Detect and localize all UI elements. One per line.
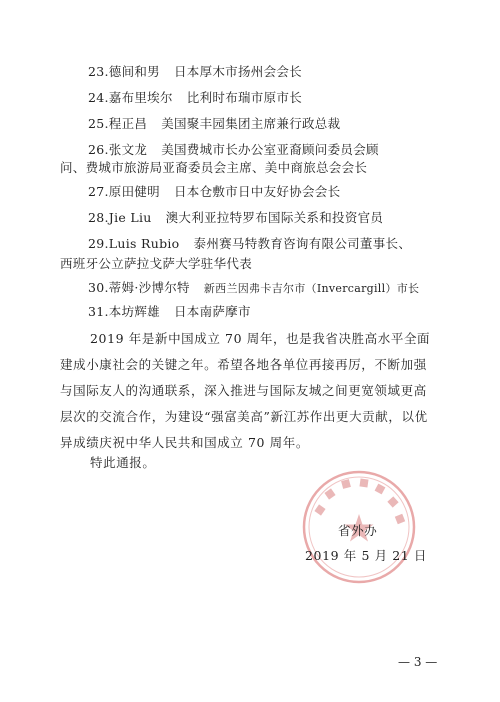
entry-title: 日本厚木市扬州会会长: [173, 64, 302, 79]
entry-number: 25.: [88, 116, 109, 131]
list-item: [88, 280, 433, 297]
entry-number: 23.: [88, 64, 109, 79]
entry-name: Luis Rubio: [108, 236, 180, 251]
list-item: [88, 64, 433, 80]
entry-title: 新西兰因弗卡吉尔市（Invercargill）市长: [203, 282, 420, 295]
list-item-continuation: [60, 256, 405, 272]
entry-title: 澳大利亚拉特罗布国际关系和投资官员: [165, 210, 384, 225]
entry-number: 29.: [88, 236, 109, 251]
entry-number: 28.: [88, 210, 109, 225]
list-item: [88, 116, 433, 132]
list-item: [88, 184, 433, 200]
entry-name: 原田健明: [108, 184, 160, 199]
entry-number: 24.: [88, 90, 109, 105]
entry-name: 程正昌: [108, 116, 148, 131]
entry-title: 美国聚丰园集团主席兼行政总裁: [161, 116, 341, 131]
list-item: [88, 210, 433, 226]
entry-title-continuation: 问、费城市旅游局亚裔委员会主席、美中商旅总会会长: [60, 160, 368, 175]
entry-name: 张文龙: [108, 142, 148, 157]
list-item-continuation: [60, 160, 405, 176]
list-item: [88, 90, 433, 106]
entry-number: 27.: [88, 184, 109, 199]
entry-number: 30.: [88, 280, 109, 295]
entry-title: 日本南萨摩市: [173, 304, 251, 319]
body-paragraph: [60, 326, 432, 456]
paragraph-text: 2019 年是新中国成立 70 周年，也是我省决胜高水平全面建成小康社会的关键之年。希望各地各单位再接再厉，不断加强与国际友人的沟通联系，深入推进与国际友城之间更宽领域更高层次的交流合作，为建设“强富美高”新江苏作出更大贡献，以优异成绩庆祝中华人民共和国成立 70 周年。: [60, 331, 431, 450]
list-item: [88, 304, 433, 320]
entry-name: 嘉布里埃尔: [108, 90, 173, 105]
entry-title: 比利时布瑞市原市长: [186, 90, 302, 105]
entry-title: 泰州赛马特教育咨询有限公司董事长、: [193, 236, 412, 251]
list-item: [88, 142, 433, 158]
signing-office: 省外办: [338, 523, 378, 538]
entry-title: 日本仓敷市日中友好协会会长: [173, 184, 341, 199]
page-number: — 3 —: [398, 655, 438, 669]
entry-title-continuation: 西班牙公立萨拉戈萨大学驻华代表: [60, 256, 253, 271]
entry-number: 31.: [88, 304, 109, 319]
entry-name: Jie Liu: [108, 210, 152, 225]
entry-title: 美国费城市长办公室亚裔顾问委员会顾: [161, 142, 379, 157]
list-item: [88, 236, 433, 252]
entry-number: 26.: [88, 142, 109, 157]
entry-name: 德间和男: [108, 64, 160, 79]
closing-text: 特此通报。: [90, 455, 156, 470]
signing-date: 2019 年 5 月 21 日: [305, 548, 428, 563]
entry-name: 蒂姆·沙博尔特: [108, 280, 190, 295]
entry-name: 本坊辉雄: [108, 304, 160, 319]
